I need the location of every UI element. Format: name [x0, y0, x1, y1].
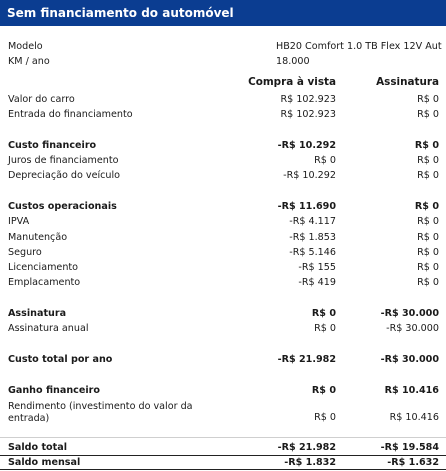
row-value-compra: -R$ 1.853	[289, 232, 336, 243]
row-value-assinatura: R$ 0	[417, 247, 439, 258]
row-label: Entrada do financiamento	[8, 109, 133, 120]
divider	[0, 437, 446, 438]
row-value-assinatura: R$ 0	[417, 94, 439, 105]
row-value-assinatura: R$ 10.416	[384, 385, 439, 396]
km-label: KM / ano	[8, 56, 50, 67]
row-value-assinatura: R$ 0	[417, 277, 439, 288]
row-label: Custo financeiro	[8, 140, 97, 151]
row-value-assinatura: R$ 0	[417, 155, 439, 166]
row-value-assinatura: R$ 0	[417, 232, 439, 243]
row-label: Assinatura anual	[8, 323, 89, 334]
row-label: IPVA	[8, 216, 30, 227]
row-value-compra: -R$ 419	[298, 277, 336, 288]
row-value-compra: R$ 0	[314, 412, 336, 423]
row-value-compra: R$ 0	[311, 385, 336, 396]
row-label: Saldo mensal	[8, 457, 81, 468]
page-title: Sem financiamento do automóvel	[0, 0, 446, 26]
row-rendimento	[0, 401, 446, 425]
column-header-compra: Compra à vista	[248, 76, 336, 88]
row-value-compra: R$ 0	[311, 308, 336, 319]
row-value-assinatura: -R$ 30.000	[380, 354, 439, 365]
row-label: Assinatura	[8, 308, 67, 319]
row-value-assinatura: R$ 0	[417, 216, 439, 227]
row-value-assinatura: R$ 0	[414, 201, 439, 212]
row-value-assinatura: R$ 0	[417, 170, 439, 181]
row-value-assinatura: R$ 0	[414, 140, 439, 151]
row-value-assinatura: -R$ 1.632	[387, 457, 439, 468]
row-value-compra: R$ 0	[314, 323, 336, 334]
row-value-assinatura: -R$ 30.000	[380, 308, 439, 319]
row-value-assinatura: R$ 0	[417, 109, 439, 120]
km-value: 18.000	[276, 56, 310, 67]
row-value-assinatura: R$ 0	[417, 262, 439, 273]
row-value-compra: -R$ 11.690	[277, 201, 336, 212]
row-label: Seguro	[8, 247, 42, 258]
row-label: Licenciamento	[8, 262, 79, 273]
row-label: Custo total por ano	[8, 354, 113, 365]
row-label: Depreciação do veículo	[8, 170, 121, 181]
row-label: Manutenção	[8, 232, 68, 243]
row-value-compra: -R$ 21.982	[277, 442, 336, 453]
divider	[0, 469, 446, 470]
row-value-assinatura: -R$ 30.000	[386, 323, 439, 334]
row-label: Saldo total	[8, 442, 67, 453]
row-label: Ganho financeiro	[8, 385, 100, 396]
row-value-compra: -R$ 5.146	[289, 247, 336, 258]
model-label: Modelo	[8, 41, 43, 52]
row-label: Valor do carro	[8, 94, 75, 105]
row-value-compra: -R$ 4.117	[289, 216, 336, 227]
row-value-compra: R$ 102.923	[280, 94, 336, 105]
divider	[0, 455, 446, 456]
row-value-compra: R$ 102.923	[280, 109, 336, 120]
row-label: Emplacamento	[8, 277, 81, 288]
row-value-compra: R$ 0	[314, 155, 336, 166]
row-value-compra: -R$ 1.832	[284, 457, 336, 468]
row-label: Juros de financiamento	[8, 155, 119, 166]
row-value-compra: -R$ 21.982	[277, 354, 336, 365]
row-value-assinatura: -R$ 19.584	[380, 442, 439, 453]
column-header-assinatura: Assinatura	[376, 76, 439, 88]
row-label: Custos operacionais	[8, 201, 117, 212]
model-value: HB20 Comfort 1.0 TB Flex 12V Aut	[276, 41, 442, 52]
row-label: Rendimento (investimento do valor da entrada)	[8, 401, 193, 424]
row-value-compra: -R$ 10.292	[277, 140, 336, 151]
row-value-compra: -R$ 10.292	[283, 170, 336, 181]
row-value-compra: -R$ 155	[298, 262, 336, 273]
row-value-assinatura: R$ 10.416	[389, 412, 439, 423]
